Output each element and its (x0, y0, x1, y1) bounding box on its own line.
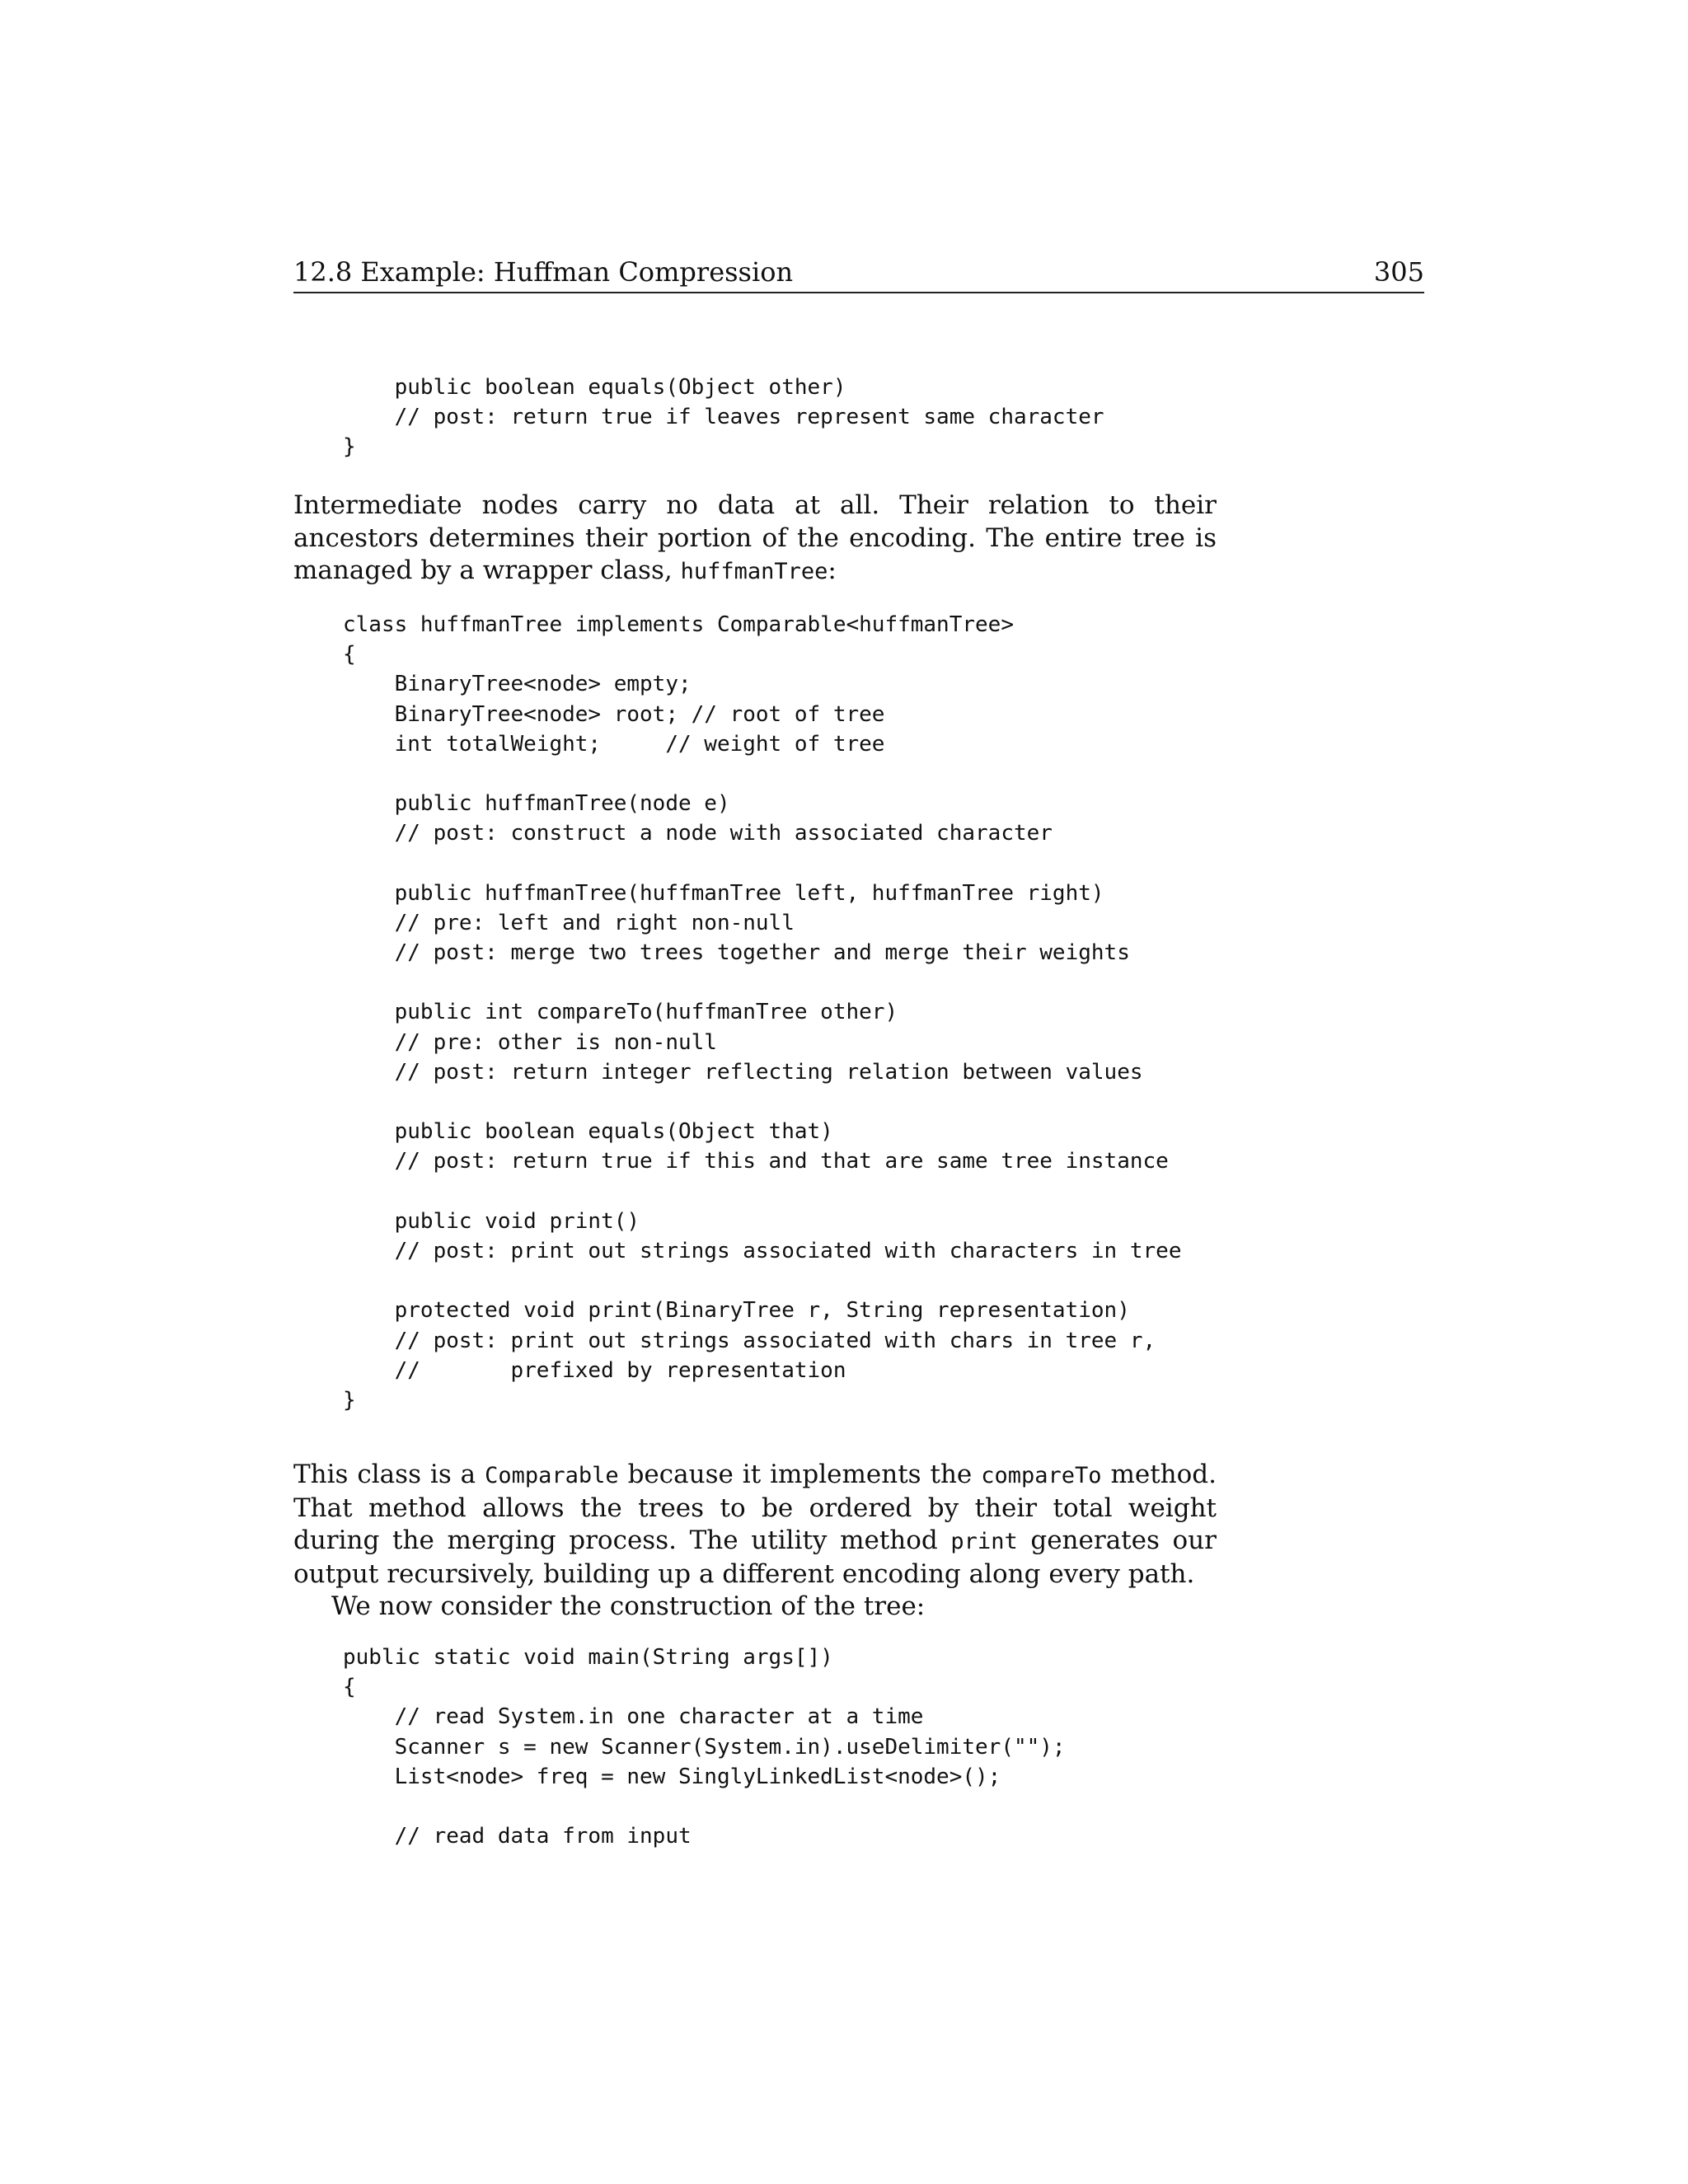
code-line: public boolean equals(Object other) (343, 375, 846, 400)
code-line (343, 968, 1181, 997)
code-line: public huffmanTree(node e) (343, 791, 730, 817)
code-line: int totalWeight; // weight of tree (343, 731, 885, 757)
body-text: Intermediate nodes carry no data at all. Their relation to their ancestors determines their portion of the encoding. The entire tree is managed by a wrapper class, (293, 490, 1217, 585)
code-line: } (343, 1387, 356, 1413)
code-line (343, 1266, 1181, 1296)
code-line: // post: merge two trees together and merge their weights (343, 940, 1130, 966)
page-number: 305 (1373, 256, 1424, 288)
code-line: // read System.in one character at a time (343, 1704, 924, 1730)
code-line: // post: construct a node with associated character (343, 821, 1053, 846)
inline-code: huffmanTree (680, 559, 828, 584)
section-title: 12.8 Example: Huffman Compression (293, 256, 794, 288)
code-line: { (343, 1675, 356, 1700)
code-line: } (343, 434, 356, 460)
body-text: generates our output recursively, building up a different encoding along every path. (293, 1526, 1217, 1589)
code-line: // post: return true if leaves represent same character (343, 405, 1104, 430)
code-line: // read data from input (343, 1824, 692, 1849)
code-line: public boolean equals(Object that) (343, 1119, 833, 1145)
code-line: public int compareTo(huffmanTree other) (343, 1000, 898, 1025)
inline-code: compareTo (981, 1463, 1102, 1488)
code-line: List<node> freq = new SinglyLinkedList<node>(); (343, 1764, 1001, 1789)
code-block-node-class-tail (343, 373, 1104, 462)
code-block-huffmantree-class (343, 610, 1181, 1415)
code-line: public void print() (343, 1208, 640, 1234)
body-text: This class is a (293, 1460, 485, 1489)
code-line: class huffmanTree implements Comparable<huffmanTree> (343, 612, 1014, 637)
body-text: because it implements the (618, 1460, 982, 1489)
code-line: BinaryTree<node> empty; (343, 672, 692, 697)
code-line: // post: return true if this and that are same tree instance (343, 1149, 1169, 1174)
code-line: // post: return integer reflecting relation between values (343, 1059, 1143, 1085)
code-line (343, 1792, 1066, 1821)
code-line: public static void main(String args[]) (343, 1645, 833, 1670)
code-line: // pre: left and right non-null (343, 910, 795, 935)
code-line: public huffmanTree(huffmanTree left, huffmanTree right) (343, 880, 1104, 906)
code-line: Scanner s = new Scanner(System.in).useDelimiter(""); (343, 1734, 1066, 1760)
code-line (343, 1087, 1181, 1117)
paragraph-intermediate-nodes (293, 490, 1217, 588)
code-line: BinaryTree<node> root; // root of tree (343, 701, 885, 727)
inline-code: print (950, 1529, 1018, 1554)
paragraph-comparable (293, 1459, 1217, 1624)
inline-code: Comparable (485, 1463, 619, 1488)
code-line: // prefixed by representation (343, 1357, 846, 1383)
code-block-main-method (343, 1643, 1066, 1851)
code-line: protected void print(BinaryTree r, String representation) (343, 1298, 1130, 1324)
body-text: : (828, 555, 837, 585)
code-line: // post: print out strings associated with characters in tree (343, 1238, 1182, 1263)
code-line: // post: print out strings associated with chars in tree r, (343, 1328, 1156, 1353)
code-line: { (343, 642, 356, 668)
running-header (293, 252, 1424, 293)
code-line: // pre: other is non-null (343, 1029, 717, 1055)
code-line (343, 759, 1181, 789)
code-line (343, 849, 1181, 879)
body-text: method. That method allows the trees to be ordered by their total weight during the merging process. The utility method (293, 1460, 1217, 1555)
paragraph-construction: We now consider the construction of the tree: (331, 1591, 926, 1621)
code-line (343, 1177, 1181, 1207)
